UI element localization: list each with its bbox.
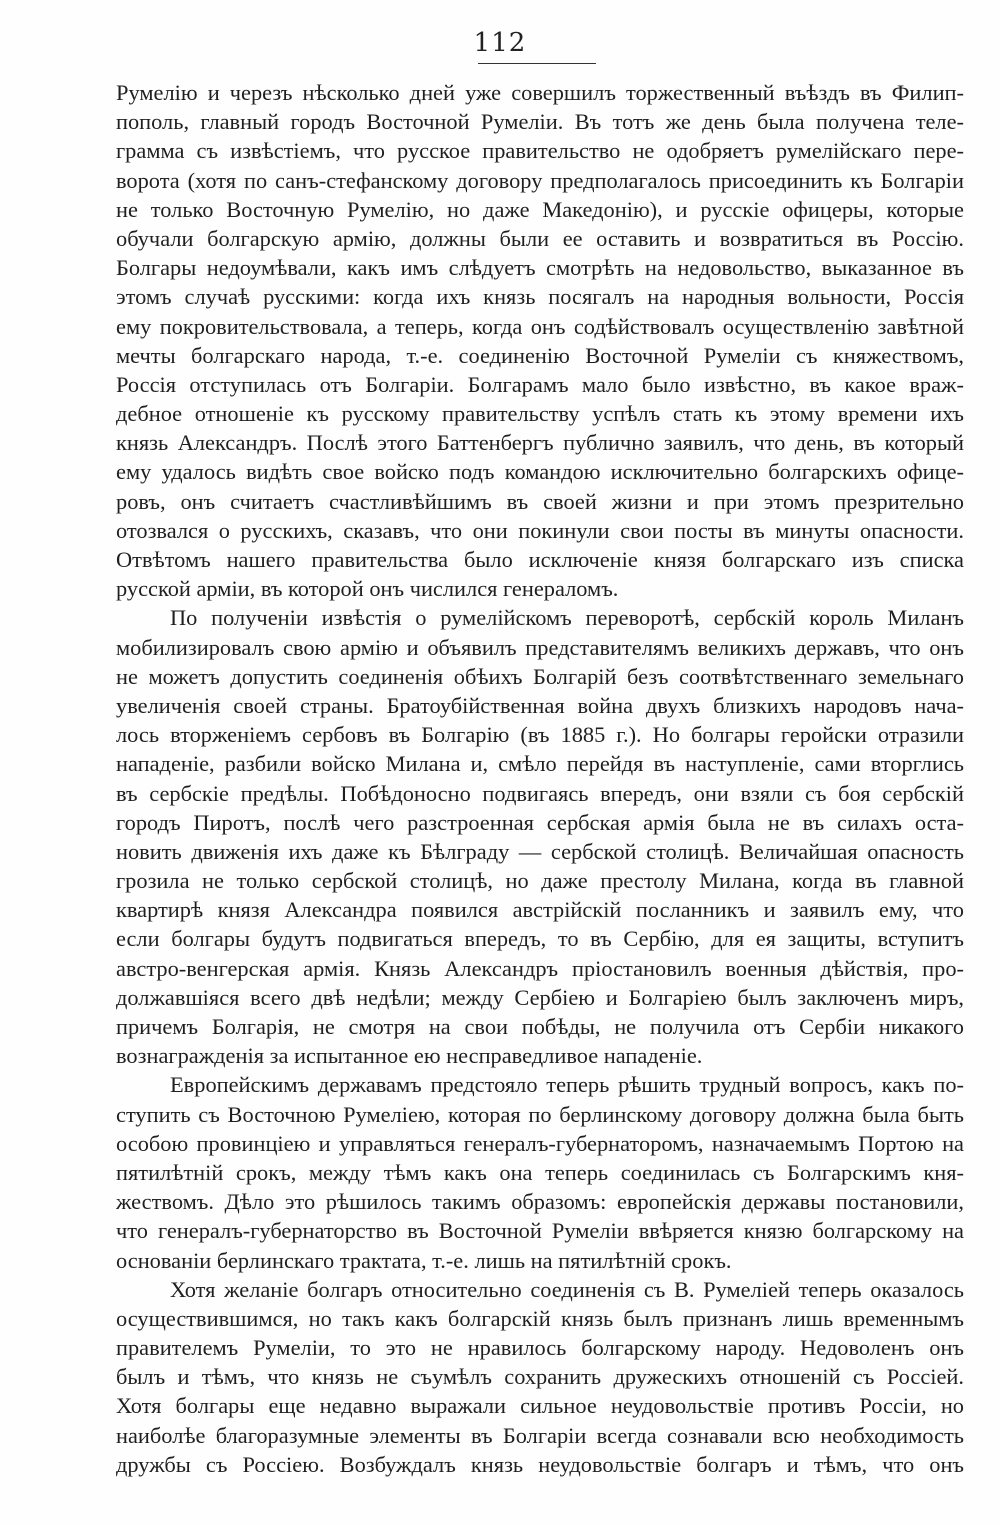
text-line: По полученіи извѣстія о румелійскомъ переворотѣ, сербскій король Миланъ (170, 605, 964, 631)
text-line: наиболѣе благоразумные элементы въ Болгаріи всегда сознавали всю необходимость (116, 1422, 964, 1448)
text-line: увеличенія своей страны. Братоубійственная война двухъ близкихъ народовъ нача- (116, 692, 964, 718)
text-line: особою провинціею и управляться генералъ-губернаторомъ, назначаемымъ Портою на (116, 1130, 964, 1156)
text-line: ему покровительствовала, а теперь, когда онъ содѣйствовалъ осуществленію завѣтной (116, 313, 964, 339)
text-line: Отвѣтомъ нашего правительства было исключеніе князя болгарскаго изъ списка (116, 547, 964, 572)
text-line: Россія отступилась отъ Болгаріи. Болгарамъ мало было извѣстно, въ какое враж- (116, 371, 964, 397)
text-line: ступить съ Восточною Румеліею, которая по берлинскому договору должна была быть (116, 1101, 964, 1127)
text-line: причемъ Болгарія, не смотря на свои побѣды, не получила отъ Сербіи никакого (116, 1014, 964, 1039)
text-line: ровъ, онъ считаетъ счастливѣйшимъ въ своей жизни и при этомъ презрительно (116, 488, 964, 514)
text-line: основаніи берлинскаго трактата, т.-е. лишь на пятилѣтній срокъ. (116, 1247, 732, 1273)
text-line: вознагражденія за испытанное ею несправедливое нападеніе. (116, 1043, 703, 1069)
text-line: Европейскимъ державамъ предстояло теперь рѣшить трудный вопросъ, какъ по- (170, 1072, 964, 1098)
text-line: австро-венгерская армія. Князь Александръ пріостановилъ военныя дѣйствія, про- (116, 955, 964, 981)
text-line: Болгары недоумѣвали, какъ имъ слѣдуетъ смотрѣть на недовольство, выказанное въ (116, 255, 964, 281)
text-line: Хотя желаніе болгаръ относительно соединенія съ В. Румеліей теперь оказалось (170, 1276, 964, 1302)
text-line: въ сербскіе предѣлы. Побѣдоносно подвигаясь впередъ, они взяли съ боя сербскій (116, 780, 964, 806)
text-line: жествомъ. Дѣло это рѣшилось такимъ образомъ: европейскія державы постановили, (116, 1189, 964, 1215)
page-number-rule (478, 63, 596, 64)
text-line: правителемъ Румеліи, то это не нравилось болгарскому народу. Недоволенъ онъ (116, 1335, 964, 1361)
text-line: пятилѣтній срокъ, между тѣмъ какъ она теперь соединилась съ Болгарскимъ кня- (116, 1159, 964, 1185)
text-line: князь Александръ. Послѣ этого Баттенбергъ публично заявилъ, что день, въ который (116, 430, 964, 456)
page-number: 112 (473, 28, 527, 58)
text-line: обучали болгарскую армію, должны были ее оставить и возвратиться въ Россію. (116, 225, 964, 251)
text-line: не только Восточную Румелію, но даже Македонію), и русскіе офицеры, которые (116, 196, 964, 222)
text-line: Хотя болгары еще недавно выражали сильное неудовольствіе противъ Россіи, но (116, 1393, 964, 1419)
text-line: былъ и тѣмъ, что князь не съумѣлъ сохранить дружескихъ отношеній съ Россіей. (116, 1364, 964, 1390)
text-line: квартирѣ князя Александра появился австрійскій посланникъ и заявилъ ему, что (116, 897, 964, 923)
body-text (116, 78, 964, 1479)
text-line: ворота (хотя по санъ-стефанскому договору предполагалось присоединить къ Болгаріи (116, 167, 964, 193)
text-line: дебное отношеніе къ русскому правительству успѣлъ стать къ этому времени ихъ (116, 401, 964, 427)
text-line: должавшіяся всего двѣ недѣли; между Сербіею и Болгаріею былъ заключенъ миръ, (116, 984, 964, 1010)
text-line: дружбы съ Россіею. Возбуждалъ князь неудовольствіе болгаръ и тѣмъ, что онъ (116, 1451, 964, 1477)
text-line: нападеніе, разбили войско Милана и, смѣло перейдя въ наступленіе, сами вторглись (116, 751, 964, 777)
text-line: осуществившимся, но такъ какъ болгарскій князь былъ признанъ лишь временнымъ (116, 1305, 964, 1331)
text-line: лось вторженіемъ сербовъ въ Болгарію (въ 1885 г.). Но болгары геройски отразили (116, 722, 964, 748)
text-line: этомъ случаѣ русскими: когда ихъ князь посягалъ на народныя вольности, Россія (116, 284, 964, 310)
text-line: Румелію и черезъ нѣсколько дней уже совершилъ торжественный въѣздъ въ Филип- (116, 80, 964, 105)
text-line: если болгары будутъ подвигаться впередъ, то въ Сербію, для ея защиты, вступитъ (116, 926, 964, 952)
text-line: не можетъ допустить соединенія обѣихъ Болгарій безъ соотвѣтственнаго земельнаго (116, 663, 964, 689)
text-line: городъ Пиротъ, послѣ чего разстроенная сербская армія была не въ силахъ оста- (116, 809, 964, 835)
text-line: что генералъ-губернаторство въ Восточной Румеліи ввѣряется князю болгарскому на (116, 1218, 964, 1244)
text-line: русской арміи, въ которой онъ числился генераломъ. (116, 576, 619, 602)
text-line: грозила не только сербской столицѣ, но даже престолу Милана, когда въ главной (116, 868, 964, 894)
text-line: грамма съ извѣстіемъ, что русское правительство не одобряетъ румелійскаго пере- (116, 138, 964, 164)
text-line: ему удалось видѣть свое войско подъ командою исключительно болгарскихъ офице- (116, 459, 964, 485)
text-line: пополь, главный городъ Восточной Румеліи. Въ тотъ же день была получена теле- (116, 109, 964, 135)
text-line: мечты болгарскаго народа, т.-е. соединенію Восточной Румеліи съ княжествомъ, (116, 342, 964, 368)
text-line: новить движенія ихъ даже къ Бѣлграду — сербской столицѣ. Величайшая опасность (116, 838, 964, 864)
text-line: отозвался о русскихъ, сказавъ, что они покинули свои посты въ минуты опасности. (116, 517, 964, 543)
text-line: мобилизировалъ свою армію и объявилъ представителямъ великихъ державъ, что онъ (116, 634, 964, 660)
